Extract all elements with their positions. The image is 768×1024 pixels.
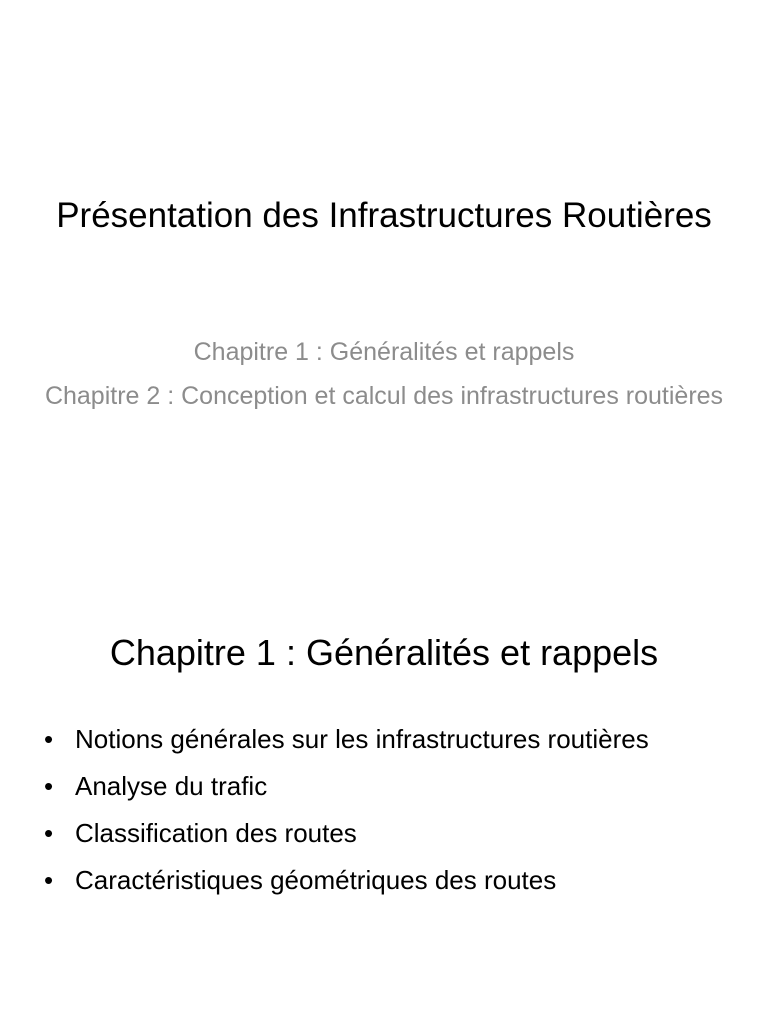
bullet-text: Caractéristiques géométriques des routes [75,865,557,895]
bullet-text: Analyse du trafic [75,771,268,801]
bullet-icon: • [44,771,54,801]
bullet-text: Notions générales sur les infrastructures routières [75,724,649,754]
chapter-list [40,335,728,423]
bullet-item [44,814,734,852]
bullet-text: Classification des routes [75,818,357,848]
chapter-2-subtitle: Chapitre 2 : Conception et calcul des infrastructures routières [44,382,724,410]
chapter-1-slide [0,576,768,1024]
bullet-icon: • [44,818,54,848]
bullet-item [44,767,734,805]
bullet-icon: • [44,865,54,895]
bullet-item [44,861,734,899]
chapter-1-bullet-list [44,720,734,908]
presentation-title: Présentation des Infrastructures Routières [56,196,712,235]
chapter-1-subtitle: Chapitre 1 : Généralités et rappels [193,338,575,366]
chapter-1-title: Chapitre 1 : Généralités et rappels [109,632,659,673]
bullet-item [44,720,734,758]
bullet-icon: • [44,724,54,754]
